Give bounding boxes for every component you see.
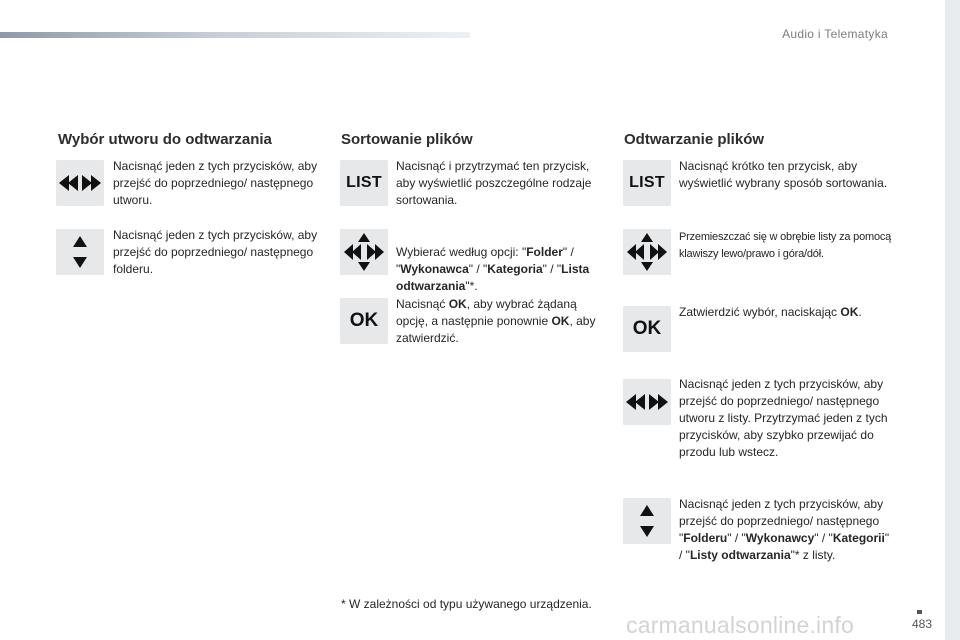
page-number: 483 xyxy=(912,617,933,631)
ok-button-label: OK xyxy=(632,318,662,339)
up-down-icon xyxy=(56,229,104,275)
four-way-icon xyxy=(623,229,671,275)
up-down-icon xyxy=(623,498,671,544)
instruction-text: Zatwierdzić wybór, naciskając OK. xyxy=(679,305,862,319)
column-title-sorting: Sortowanie plików xyxy=(341,131,473,148)
instruction-text: Wybierać według opcji: "Folder" / "Wykonawca" / "Kategoria" / "Lista odtwarzania"*. xyxy=(396,245,590,293)
prev-next-icon xyxy=(623,379,671,425)
instruction-text: Nacisnąć jeden z tych przycisków, aby przejść do poprzedniego/ następnego utworu. xyxy=(113,159,318,207)
column-title-playback: Odtwarzanie plików xyxy=(624,131,765,148)
watermark: carmanualsonline.info xyxy=(626,612,854,638)
instruction-text: Nacisnąć jeden z tych przycisków, aby przejść do poprzedniego/ następnego utworu z listy. Przytrzymać jeden z tych przycisków, aby szybko przewijać do przodu lub wstecz. xyxy=(679,377,888,459)
page-edge-bar xyxy=(945,0,960,640)
instruction-text: Nacisnąć jeden z tych przycisków, aby przejść do poprzedniego/ następnego folderu. xyxy=(113,228,318,276)
ok-button xyxy=(340,298,388,344)
prev-next-icon xyxy=(56,160,104,206)
list-button xyxy=(340,160,388,206)
header-bar xyxy=(0,32,470,38)
instruction-text: Nacisnąć i przytrzymać ten przycisk, aby wyświetlić poszczególne rodzaje sortowania. xyxy=(396,159,592,207)
list-button-label: LIST xyxy=(346,174,382,191)
footnote: * W zależności od typu używanego urządzenia. xyxy=(341,597,592,611)
instruction-text: Przemieszczać się w obrębie listy za pomocą klawiszy lewo/prawo i góra/dół. xyxy=(679,231,892,260)
section-title: Audio i Telematyka xyxy=(782,27,888,41)
ok-button-label: OK xyxy=(349,310,379,331)
instruction-text: Nacisnąć OK, aby wybrać żądaną opcję, a następnie ponownie OK, aby zatwierdzić. xyxy=(396,297,596,345)
ok-button xyxy=(623,306,671,352)
list-button xyxy=(623,160,671,206)
instruction-text: Nacisnąć jeden z tych przycisków, aby przejść do poprzedniego/ następnego "Folderu" / "Wykonawcy" / "Kategorii" / "Listy odtwarzania"* z listy. xyxy=(679,497,890,562)
page-marker xyxy=(917,610,922,614)
instruction-text: Nacisnąć krótko ten przycisk, aby wyświetlić wybrany sposób sortowania. xyxy=(679,159,888,190)
list-button-label: LIST xyxy=(629,174,665,191)
column-title-track-selection: Wybór utworu do odtwarzania xyxy=(58,131,272,148)
four-way-icon xyxy=(340,229,388,275)
